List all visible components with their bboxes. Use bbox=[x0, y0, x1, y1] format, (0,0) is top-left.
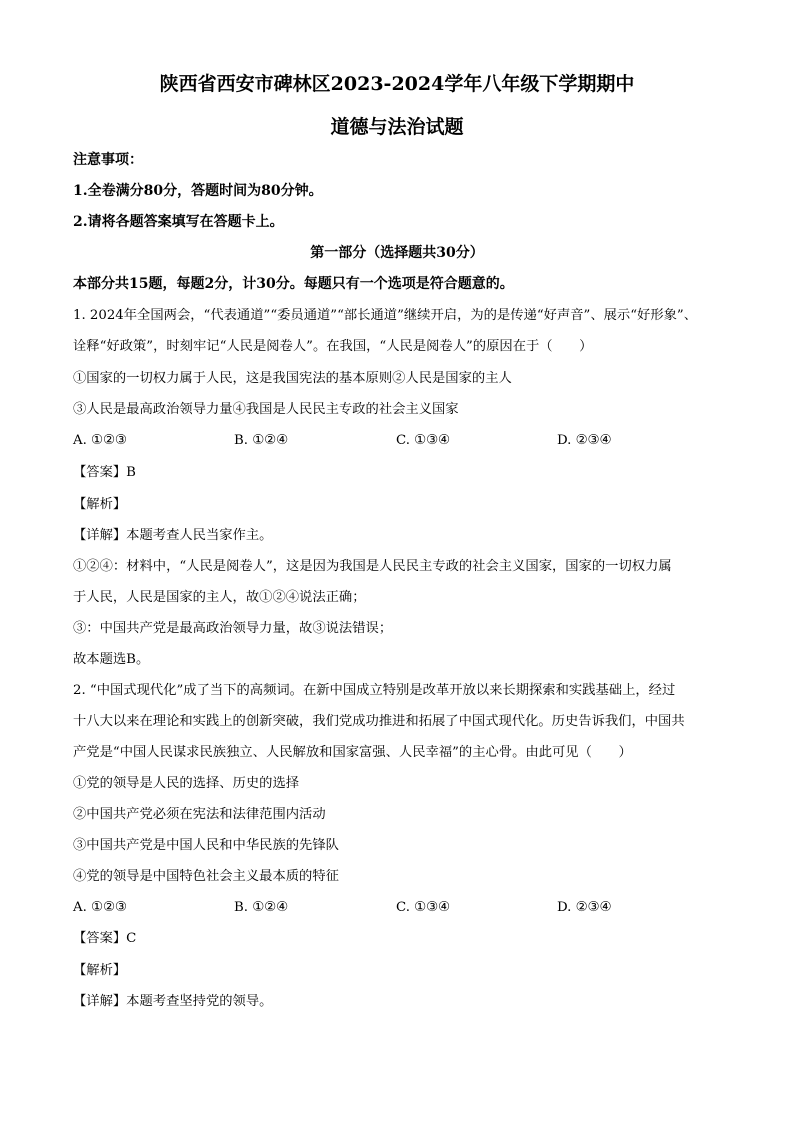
q2-answer: 【答案】C bbox=[73, 931, 137, 946]
section-title: 第一部分（选择题共30分） bbox=[310, 245, 484, 261]
q1-option-c: C. ①③④ bbox=[396, 433, 450, 448]
q2-statement-1: ①党的领导是人民的选择、历史的选择 bbox=[73, 776, 300, 791]
section-instruction: 本部分共15题，每题2分，计30分。每题只有一个选项是符合题意的。 bbox=[73, 276, 514, 292]
q1-option-d: D. ②③④ bbox=[557, 433, 612, 448]
q1-stem-line-2: 诠释“好政策”，时刻牢记“人民是阅卷人”。在我国，“人民是阅卷人”的原因在于（ ） bbox=[73, 339, 593, 354]
q1-answer: 【答案】B bbox=[73, 465, 136, 480]
q1-explanation-line-3: ③：中国共产党是最高政治领导力量，故③说法错误； bbox=[73, 621, 393, 636]
q2-analysis-label: 【解析】 bbox=[73, 963, 127, 978]
q1-option-b: B. ①②④ bbox=[234, 433, 288, 448]
notice-item-1: 1.全卷满分80分，答题时间为80分钟。 bbox=[73, 183, 323, 199]
q2-stem-line-1: 2. “中国式现代化”成了当下的高频词。在新中国成立特别是改革开放以来长期探索和实践基础上，经过 bbox=[73, 683, 676, 698]
q1-detail: 【详解】本题考查人民当家作主。 bbox=[73, 528, 273, 543]
q1-explanation-line-2: 于人民，人民是国家的主人，故①②④说法正确； bbox=[73, 590, 366, 605]
q1-option-a: A. ①②③ bbox=[73, 433, 127, 448]
q2-option-d: D. ②③④ bbox=[557, 900, 612, 915]
q2-option-b: B. ①②④ bbox=[234, 900, 288, 915]
q2-detail: 【详解】本题考查坚持党的领导。 bbox=[73, 994, 273, 1009]
q2-statement-2: ②中国共产党必须在宪法和法律范围内活动 bbox=[73, 807, 326, 822]
q1-explanation-line-1: ①②④：材料中，“人民是阅卷人”，这是因为我国是人民民主专政的社会主义国家，国家的一切权力属 bbox=[73, 559, 672, 574]
q2-option-c: C. ①③④ bbox=[396, 900, 450, 915]
q2-statement-4: ④党的领导是中国特色社会主义最本质的特征 bbox=[73, 869, 339, 884]
q2-statement-3: ③中国共产党是中国人民和中华民族的先锋队 bbox=[73, 838, 339, 853]
q2-stem-line-3: 产党是“中国人民谋求民族独立、人民解放和国家富强、人民幸福”的主心骨。由此可见（ ） bbox=[73, 745, 632, 760]
q2-stem-line-2: 十八大以来在理论和实践上的创新突破，我们党成功推进和拓展了中国式现代化。历史告诉我们，中国共 bbox=[73, 714, 685, 729]
notice-heading: 注意事项： bbox=[73, 152, 143, 168]
q1-stem-line-1: 1. 2024年全国两会，“代表通道”“委员通道”“部长通道”继续开启，为的是传递“好声音”、展示“好形象”、 bbox=[73, 308, 698, 323]
q1-statement-line-1: ①国家的一切权力属于人民，这是我国宪法的基本原则②人民是国家的主人 bbox=[73, 371, 512, 386]
q1-analysis-label: 【解析】 bbox=[73, 497, 127, 512]
q2-option-a: A. ①②③ bbox=[73, 900, 127, 915]
exam-title: 陕西省西安市碑林区2023-2024学年八年级下学期期中 bbox=[159, 73, 635, 95]
notice-item-2: 2.请将各题答案填写在答题卡上。 bbox=[73, 214, 284, 230]
exam-subtitle: 道德与法治试题 bbox=[330, 116, 464, 138]
q1-conclusion: 故本题选B。 bbox=[73, 652, 150, 667]
q1-statement-line-2: ③人民是最高政治领导力量④我国是人民民主专政的社会主义国家 bbox=[73, 402, 459, 417]
